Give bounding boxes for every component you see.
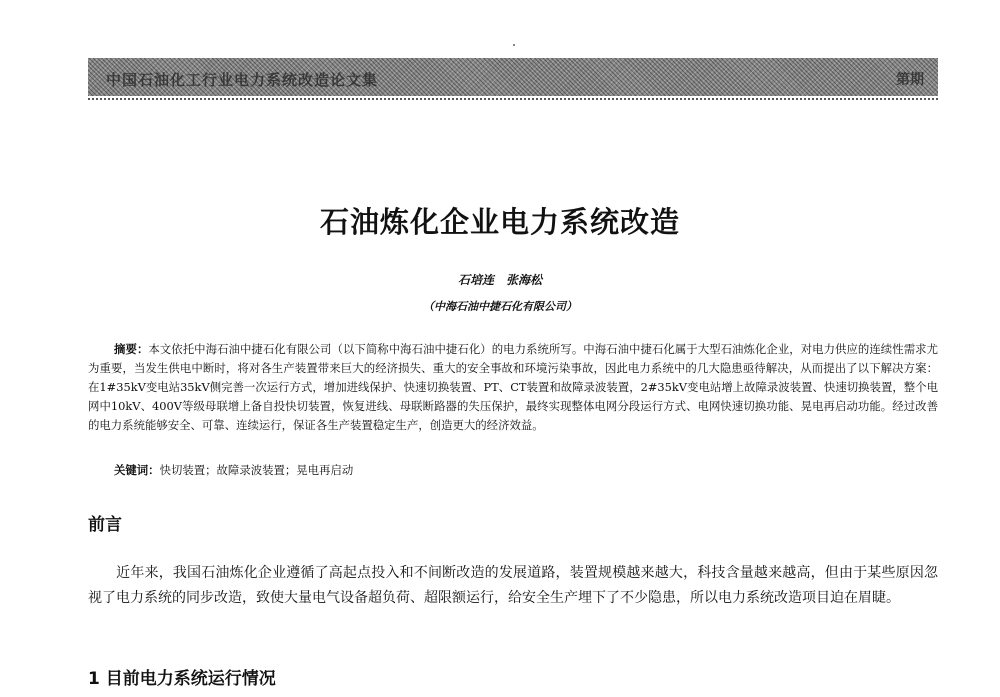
paper-affiliation: （中海石油中捷石化有限公司） [423,300,577,313]
section-heading-1: 1 目前电力系统运行情况 [88,669,276,689]
scan-artifact [513,44,515,46]
running-header-title: 中国石油化工行业电力系统改造论文集 [106,71,379,89]
section-heading-foreword: 前言 [88,515,122,535]
keywords-text: 快切装置；故障录波装置；晃电再启动 [159,463,354,477]
keywords [114,461,934,480]
abstract-text: 本文依托中海石油中捷石化有限公司（以下简称中海石油中捷石化）的电力系统所写。中海石油中捷石化属于大型石油炼化企业，对电力供应的连续性需求尤为重要，当发生供电中断时，将对各生产装置带来巨大的经济损失、重大的安全事故和环境污染事故，因此电力系统中的几大隐患亟待解决，从而提出了以下解决方案：在1#35kV变电站35kV侧完善一次运行方式，增加进线保护、快速切换装置、PT、CT装置和故障录波装置，2#35kV变电站增上故障录波装置、快速切换装置，整个电网中10kV、400V等级母联增上备自投快切装置，恢复进线、母联断路器的失压保护，最终实现整体电网分段运行方式、电网快速切换功能、晃电再启动功能。经过改善的电力系统能够安全、可靠、连续运行，保证各生产装置稳定生产，创造更大的经济效益。 [88,342,938,433]
keywords-label: 关键词： [114,463,160,477]
abstract-label: 摘要： [114,342,149,356]
running-header [88,58,938,96]
abstract [88,340,938,435]
paper-title: 石油炼化企业电力系统改造 [319,205,680,239]
paper-authors: 石培连 张海松 [457,273,542,287]
header-divider [88,98,938,100]
foreword-text: 近年来，我国石油炼化企业遵循了高起点投入和不间断改造的发展道路，装置规模越来越大，科技含量越来越高，但由于某些原因忽视了电力系统的同步改造，致使大量电气设备超负荷、超限额运行，给安全生产埋下了不少隐患，所以电力系统改造项目迫在眉睫。 [88,565,938,606]
foreword-paragraph [88,561,938,610]
running-header-issue: 第期 [896,72,924,88]
